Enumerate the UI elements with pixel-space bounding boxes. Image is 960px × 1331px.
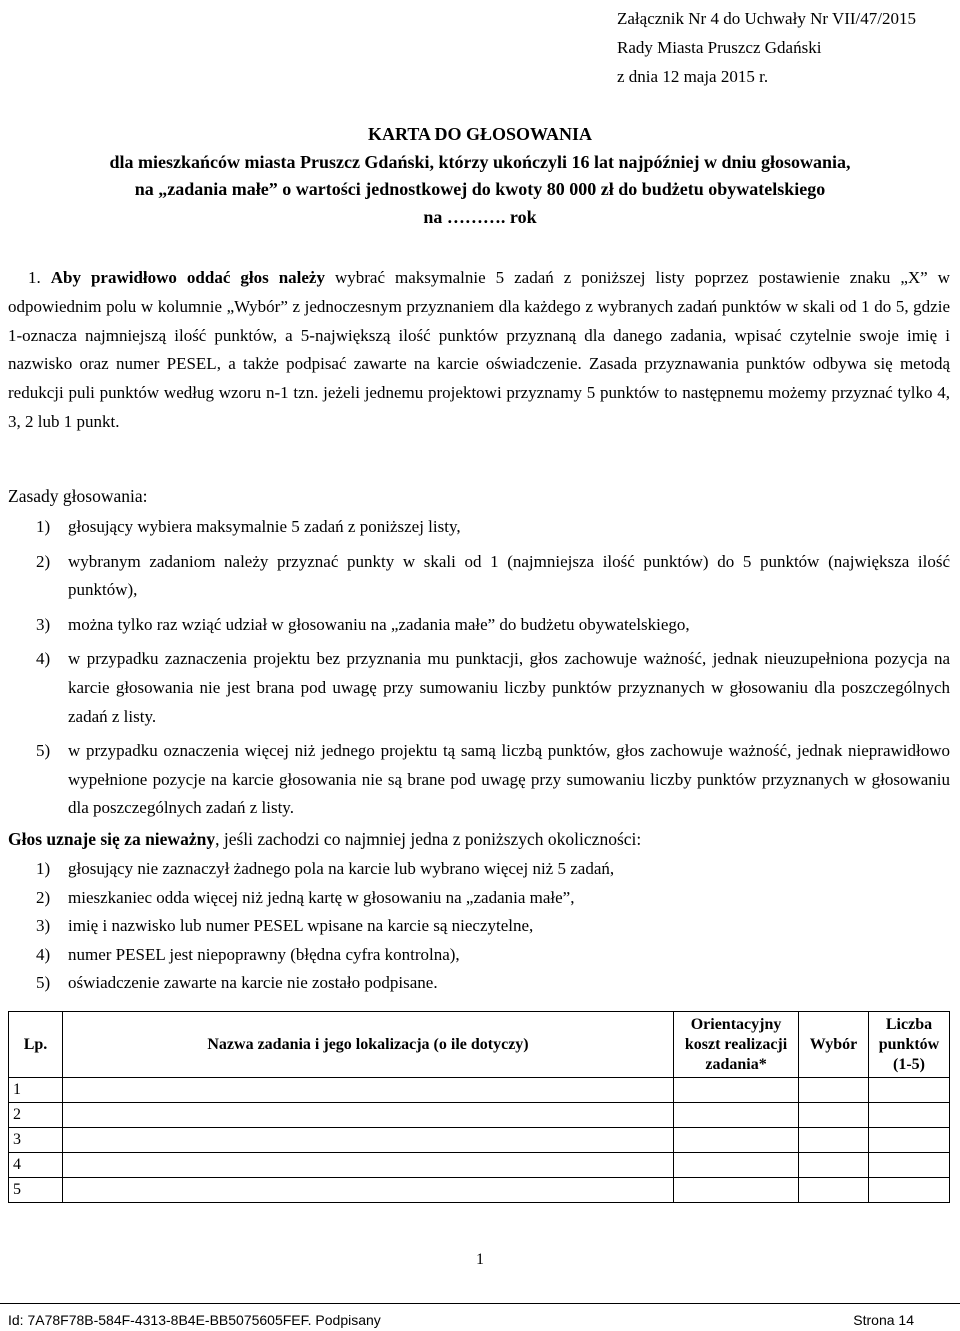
choice-cell[interactable]: [799, 1153, 869, 1178]
rules-item-text: w przypadku oznaczenia więcej niż jednego projektu tą samą liczbą punktów, głos zachowuje ważność, jednak nieprawidłowo wypełnione pozycje na karcie głosowania nie są brane pod uwagę przy sumowaniu liczby punktów przyznanych w głosowaniu dla poszczególnych zadań z listy.: [68, 741, 950, 818]
row-number: 3: [9, 1128, 63, 1153]
header-points-line-3: (1-5): [893, 1055, 925, 1073]
invalid-item-number: 1): [36, 859, 51, 878]
points-cell[interactable]: [868, 1128, 949, 1153]
invalid-item: [8, 884, 950, 913]
rules-item: [8, 611, 950, 640]
choice-cell[interactable]: [799, 1128, 869, 1153]
page-label: Strona 14: [853, 1312, 914, 1328]
page-number: 1: [476, 1251, 484, 1268]
title-line-1: KARTA DO GŁOSOWANIA: [367, 124, 593, 144]
header-cost-line-2: koszt realizacji: [684, 1035, 788, 1053]
header-line-2: Rady Miasta Pruszcz Gdański: [617, 38, 822, 57]
points-cell[interactable]: [868, 1178, 949, 1203]
invalid-title: [8, 829, 641, 851]
row-number: 1: [9, 1078, 63, 1103]
table-row: [9, 1078, 950, 1103]
header-choice: Wybór: [799, 1012, 869, 1078]
invalid-item-number: 2): [36, 887, 51, 907]
task-name-cell[interactable]: [62, 1153, 673, 1178]
choice-cell[interactable]: [799, 1103, 869, 1128]
cost-cell: [674, 1078, 799, 1103]
document-id: Id: 7A78F78B-584F-4313-8B4E-BB5075605FEF. Podpisany: [8, 1312, 381, 1328]
task-name-cell[interactable]: [62, 1078, 673, 1103]
row-number: 2: [9, 1103, 63, 1128]
points-cell[interactable]: [868, 1153, 949, 1178]
instruction-paragraph: [8, 264, 950, 437]
invalid-title-rest: , jeśli zachodzi co najmniej jedna z poniższych okoliczności:: [215, 829, 642, 849]
invalid-item: [8, 941, 950, 970]
invalid-item: [8, 969, 950, 998]
header-line-1: Załącznik Nr 4 do Uchwały Nr VII/47/2015: [617, 9, 916, 28]
invalid-item-text: oświadczenie zawarte na karcie nie zostało podpisane.: [68, 973, 438, 993]
invalid-item-text: imię i nazwisko lub numer PESEL wpisane na karcie są nieczytelne,: [68, 916, 534, 936]
invalid-item-text: głosujący nie zaznaczył żadnego pola na karcie lub wybrano więcej niż 5 zadań,: [68, 859, 615, 878]
header-task-name: Nazwa zadania i jego lokalizacja (o ile dotyczy): [62, 1012, 673, 1078]
rules-item-number: 4): [36, 649, 51, 669]
instruction-number: 1.: [28, 268, 41, 287]
task-name-cell[interactable]: [62, 1128, 673, 1153]
invalid-item: [8, 855, 950, 884]
header-cost-line-1: Orientacyjny: [690, 1015, 782, 1033]
row-number: 5: [9, 1178, 63, 1203]
table-header-row: [9, 1012, 950, 1078]
rules-item-number: 5): [36, 741, 51, 761]
rules-item-number: 2): [36, 551, 51, 571]
rules-item-text: głosujący wybiera maksymalnie 5 zadań z poniższej listy,: [68, 517, 461, 536]
header-points-line-1: Liczba: [885, 1015, 933, 1033]
rules-item-text: można tylko raz wziąć udział w głosowaniu na „zadania małe” do budżetu obywatelskiego,: [68, 614, 690, 634]
choice-cell[interactable]: [799, 1078, 869, 1103]
header-cost-line-3: zadania*: [705, 1055, 767, 1073]
rules-item-number: 3): [36, 614, 51, 634]
title-line-2: dla mieszkańców miasta Pruszcz Gdański, którzy ukończyli 16 lat najpóźniej w dniu głosowania,: [109, 151, 851, 172]
task-name-cell[interactable]: [62, 1178, 673, 1203]
cost-cell: [674, 1178, 799, 1203]
rules-item-number: 1): [36, 517, 51, 536]
header-cost: [674, 1012, 799, 1078]
invalid-item-number: 5): [36, 973, 51, 993]
cost-cell: [674, 1128, 799, 1153]
cost-cell: [674, 1103, 799, 1128]
header-points: [868, 1012, 949, 1078]
header-line-3: z dnia 12 maja 2015 r.: [617, 67, 769, 86]
invalid-list: [8, 855, 950, 998]
invalid-item-text: numer PESEL jest niepoprawny (błędna cyfra kontrolna),: [68, 944, 460, 964]
invalid-title-bold: Głos uznaje się za nieważny: [8, 829, 216, 849]
rules-title: Zasady głosowania:: [8, 486, 148, 506]
row-number: 4: [9, 1153, 63, 1178]
rules-item: [8, 645, 950, 731]
invalid-item-text: mieszkaniec odda więcej niż jedną kartę w głosowaniu na „zadania małe”,: [68, 887, 575, 907]
table-row: [9, 1153, 950, 1178]
rules-item-text: w przypadku zaznaczenia projektu bez przyznania mu punktacji, głos zachowuje ważność, jednak nieuzupełniona pozycja na karcie głosowania nie jest brana pod uwagę przy sumowaniu liczby punktów przyznanych w głosowaniu dla poszczególnych zadań z listy.: [68, 649, 950, 726]
rules-item: [8, 513, 950, 542]
title-line-4: na ………. rok: [423, 206, 537, 227]
points-cell[interactable]: [868, 1078, 949, 1103]
choice-cell[interactable]: [799, 1178, 869, 1203]
table-row: [9, 1128, 950, 1153]
rules-item: [8, 737, 950, 823]
invalid-item-number: 3): [36, 916, 51, 936]
rules-item-text: wybranym zadaniom należy przyznać punkty w skali od 1 (najmniejsza ilość punktów) do 5 punktów (największa ilość punktów),: [68, 551, 950, 600]
points-cell[interactable]: [868, 1103, 949, 1128]
task-name-cell[interactable]: [62, 1103, 673, 1128]
instruction-bold: Aby prawidłowo oddać głos należy: [50, 268, 325, 287]
table-row: [9, 1178, 950, 1203]
instruction-text: wybrać maksymalnie 5 zadań z poniższej listy poprzez postawienie znaku „X” w odpowiednim polu w kolumnie „Wybór” z jednoczesnym przyznaniem dla każdego z wybranych zadań punktów w skali od 1 do 5, gdzie 1-oznacza najmniejszą ilość punktów, a 5-największą ilość punktów przyznaną dla danego zadania, wpisać czytelnie swoje imię i nazwisko oraz numer PESEL, a także podpisać zawarte na karcie oświadczenie. Zasada przyznawania punktów odbywa się metodą redukcji puli punktów według wzoru n-1 tzn. jeżeli jednemu projektowi przyznamy 5 punktów to następnemu możemy przyznać tylko 4, 3, 2 lub 1 punkt.: [8, 268, 950, 431]
rules-list: [8, 513, 950, 829]
footer-divider: [0, 1303, 960, 1304]
invalid-item: [8, 912, 950, 941]
title-line-3: na „zadania małe” o wartości jednostkowej do kwoty 80 000 zł do budżetu obywatelskiego: [134, 179, 826, 199]
document-title: [0, 121, 960, 231]
rules-item: [8, 548, 950, 605]
document-header: [617, 4, 916, 91]
voting-table: [8, 1011, 950, 1203]
invalid-item-number: 4): [36, 944, 51, 964]
cost-cell: [674, 1153, 799, 1178]
header-points-line-2: punktów: [878, 1035, 940, 1053]
header-lp: Lp.: [9, 1012, 63, 1078]
table-row: [9, 1103, 950, 1128]
